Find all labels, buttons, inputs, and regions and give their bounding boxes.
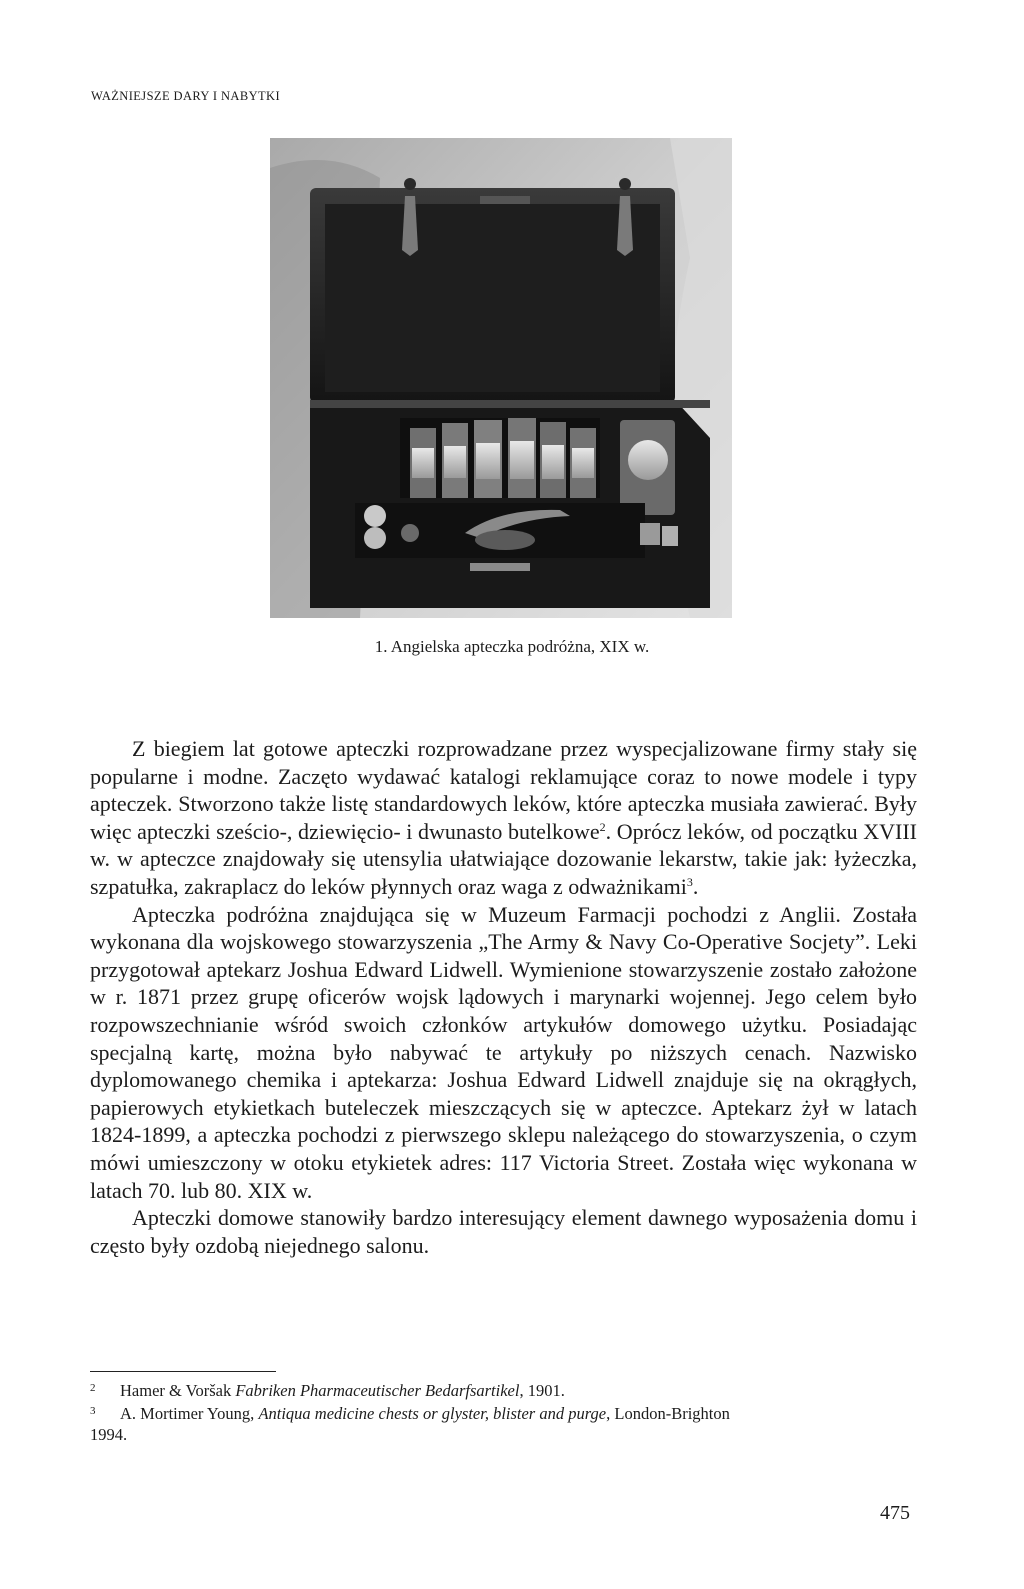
paragraph-1-part-2: . Oprócz leków, od początku XVIII w. w apteczce znajdowały się utensylia ułatwiające dozowanie lekarstw, takie jak: łyżeczka, szpatułka, zakraplacz do leków płynnych oraz waga z odważnikami	[90, 818, 917, 899]
paragraph-1-part-3: .	[692, 873, 699, 899]
paragraph-3: Apteczki domowe stanowiły bardzo interesujący element dawnego wyposażenia domu i często były ozdobą niejednego salonu.	[90, 1205, 917, 1258]
footnote-number: 3	[90, 1405, 96, 1417]
footnote-number: 2	[90, 1382, 96, 1394]
main-text	[90, 735, 917, 1259]
footnote-3-continuation: 1994.	[90, 1425, 128, 1444]
figure-caption: 1. Angielska apteczka podróżna, XIX w.	[374, 637, 650, 656]
footnote-separator	[90, 1371, 276, 1372]
footnote-place: , London-Brighton	[606, 1404, 730, 1423]
paragraph-2: Apteczka podróżna znajdująca się w Muzeum Farmacji pochodzi z Anglii. Została wykonana dla wojskowego stowarzyszenia „The Army & Navy Co-Operative Socjety”. Leki przygotował aptekarz Joshua Edward Lidwell. Wymienione stowarzyszenie zostało założone w r. 1871 przez grupę oficerów wojsk lądowych i marynarki wojennej. Jego celem było rozpowszechnianie wśród swoich członków artykułów domowego użytku. Posiadając specjalną kartę, można było nabywać te artykuły po niższych cenach. Nazwisko dyplomowanego chemika i aptekarza: Joshua Edward Lidwell znajduje się na okrągłych, papierowych etykietkach buteleczek mieszczących się w apteczce. Aptekarz żył w latach 1824-1899, a apteczka pochodzi z pierwszego sklepu należącego do stowarzyszenia, o czym mówi umieszczony w otoku etykietek adres: 117 Victoria Street. Została więc wykonana w latach 70. lub 80. XIX w.	[90, 901, 917, 1203]
footnote-author: Hamer & Voršak	[120, 1381, 236, 1400]
medicine-chest-illustration	[270, 138, 732, 618]
figure-medicine-chest-photo	[270, 138, 732, 618]
footnotes	[90, 1378, 917, 1445]
footnote-ref-3[interactable]: 3	[686, 874, 693, 889]
footnote-title: Antiqua medicine chests or glyster, blister and purge	[258, 1404, 607, 1423]
footnote-2	[90, 1378, 917, 1401]
footnote-title: Fabriken Pharmaceutischer Bedarfsartikel	[235, 1381, 520, 1400]
footnote-year: , 1901.	[519, 1381, 565, 1400]
paragraph-1	[90, 735, 917, 901]
page-number: 475	[880, 1502, 910, 1524]
footnote-ref-2[interactable]: 2	[599, 819, 606, 834]
running-head: WAŻNIEJSZE DARY I NABYTKI	[91, 89, 281, 103]
footnote-3	[90, 1401, 917, 1424]
footnote-author: A. Mortimer Young,	[120, 1404, 259, 1423]
paragraph-1-part-1: Z biegiem lat gotowe apteczki rozprowadzane przez wyspecjalizowane firmy stały się popularne i modne. Zaczęto wydawać katalogi reklamujące coraz to nowe modele i typy apteczek. Stworzono także listę standardowych leków, które apteczka musiała zawierać. Były więc apteczki sześcio-, dziewięcio- i dwunasto butelkowe	[90, 736, 917, 844]
